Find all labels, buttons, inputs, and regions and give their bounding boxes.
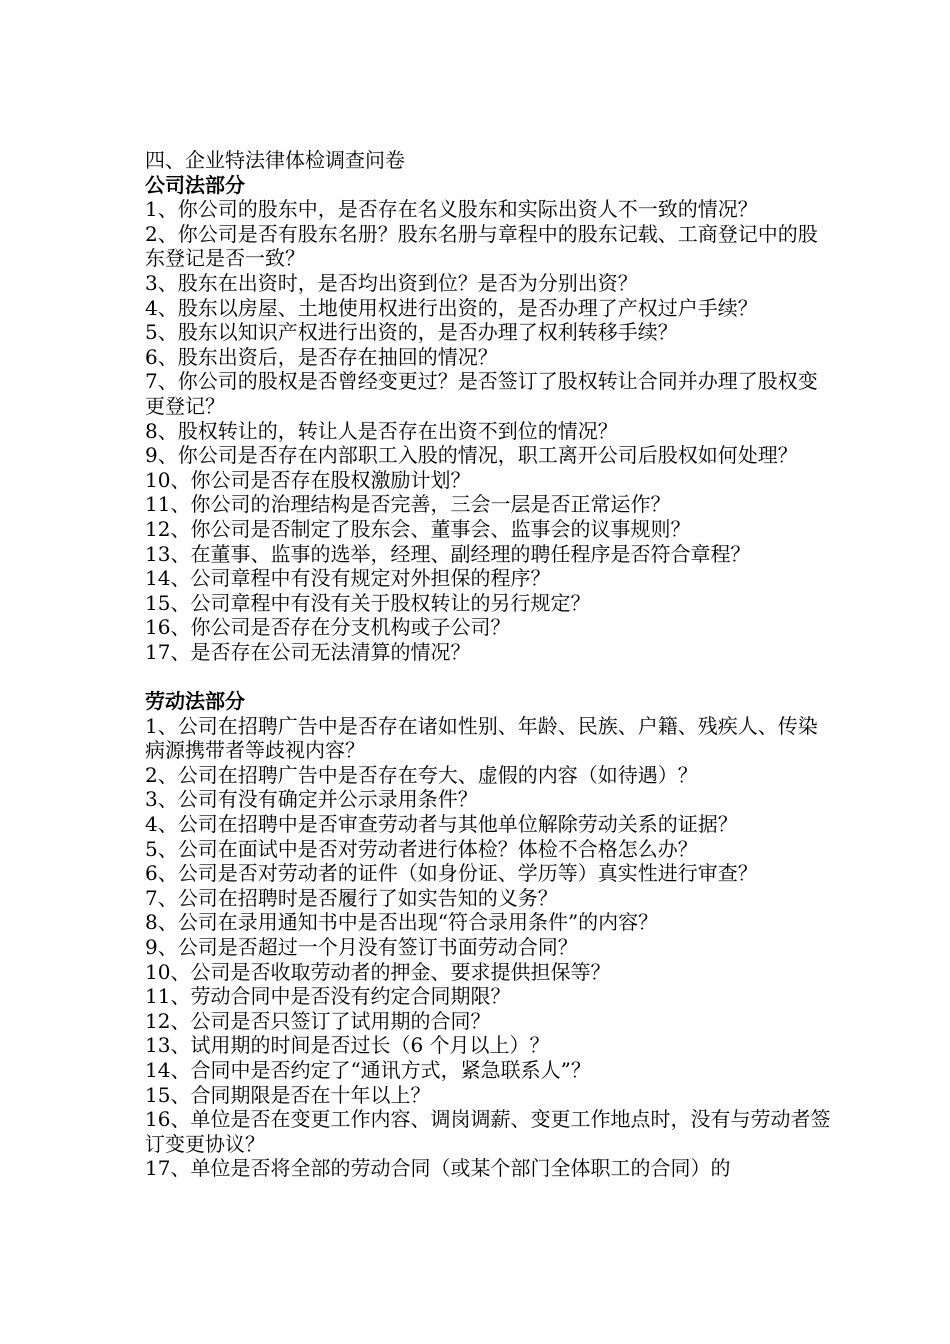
question-item: 12、公司是否只签订了试用期的合同？ [145,1008,491,1033]
question-item: 4、股东以房屋、土地使用权进行出资的，是否办理了产权过户手续？ [145,295,758,320]
question-item: 2、公司在招聘广告中是否存在夸大、虚假的内容（如待遇）？ [145,762,698,787]
question-item: 9、你公司是否存在内部职工入股的情况，职工离开公司后股权如何处理？ [145,443,798,468]
question-item: 2、你公司是否有股东名册？股东名册与章程中的股东记载、工商登记中的股东登记是否一致？ [145,221,818,271]
document-title: 四、企业特法律体检调查问卷 [145,148,405,172]
section-heading-labor-law: 劳动法部分 [145,689,245,714]
question-item: 5、公司在面试中是否对劳动者进行体检？体检不合格怎么办？ [145,836,698,861]
question-item: 16、你公司是否存在分支机构或子公司？ [145,615,511,640]
question-item: 1、公司在招聘广告中是否存在诸如性别、年龄、民族、户籍、残疾人、传染病源携带者等歧视内容？ [145,713,818,763]
section-spacer [145,664,835,689]
section-heading-company-law: 公司法部分 [145,172,245,197]
question-item: 5、股东以知识产权进行出资的，是否办理了权利转移手续？ [145,320,678,345]
question-item: 8、公司在录用通知书中是否出现“符合录用条件”的内容？ [145,910,659,935]
question-item: 10、你公司是否存在股权激励计划？ [145,467,471,492]
question-item: 17、单位是否将全部的劳动合同（或某个部门全体职工的合同）的 [145,1156,731,1181]
question-item: 14、公司章程中有没有规定对外担保的程序？ [145,566,551,591]
question-item: 7、你公司的股权是否曾经变更过？是否签订了股权转让合同并办理了股权变更登记？ [145,369,818,418]
document-body [145,148,835,1181]
question-item: 3、公司有没有确定并公示录用条件？ [145,787,478,812]
question-item: 6、股东出资后，是否存在抽回的情况？ [145,344,498,369]
question-item: 17、是否存在公司无法清算的情况？ [145,639,471,664]
question-item: 1、你公司的股东中，是否存在名义股东和实际出资人不一致的情况？ [145,197,758,222]
question-item: 14、合同中是否约定了“通讯方式，紧急联系人”？ [145,1057,591,1082]
company-law-question-list [145,197,835,664]
question-item: 4、公司在招聘中是否审查劳动者与其他单位解除劳动关系的证据？ [145,812,738,837]
question-item: 11、你公司的治理结构是否完善，三会一层是否正常运作？ [145,492,671,517]
question-item: 7、公司在招聘时是否履行了如实告知的义务？ [145,885,558,910]
question-item: 10、公司是否收取劳动者的押金、要求提供担保等？ [145,959,611,984]
question-item: 12、你公司是否制定了股东会、董事会、监事会的议事规则？ [145,516,691,541]
question-item: 3、股东在出资时，是否均出资到位？是否为分别出资？ [145,270,638,295]
question-item: 15、合同期限是否在十年以上？ [145,1082,431,1107]
question-item: 6、公司是否对劳动者的证件（如身份证、学历等）真实性进行审查？ [145,861,758,886]
question-item: 8、股权转让的，转让人是否存在出资不到位的情况？ [145,418,618,443]
question-item: 13、在董事、监事的选举，经理、副经理的聘任程序是否符合章程？ [145,541,751,566]
question-item: 15、公司章程中有没有关于股权转让的另行规定？ [145,590,591,615]
question-item: 9、公司是否超过一个月没有签订书面劳动合同？ [145,935,578,959]
labor-law-question-list [145,714,835,1181]
question-item: 16、单位是否在变更工作内容、调岗调薪、变更工作地点时，没有与劳动者签订变更协议？ [145,1107,831,1156]
question-item: 13、试用期的时间是否过长（6 个月以上）？ [145,1033,550,1058]
question-item: 11、劳动合同中是否没有约定合同期限？ [145,984,511,1009]
